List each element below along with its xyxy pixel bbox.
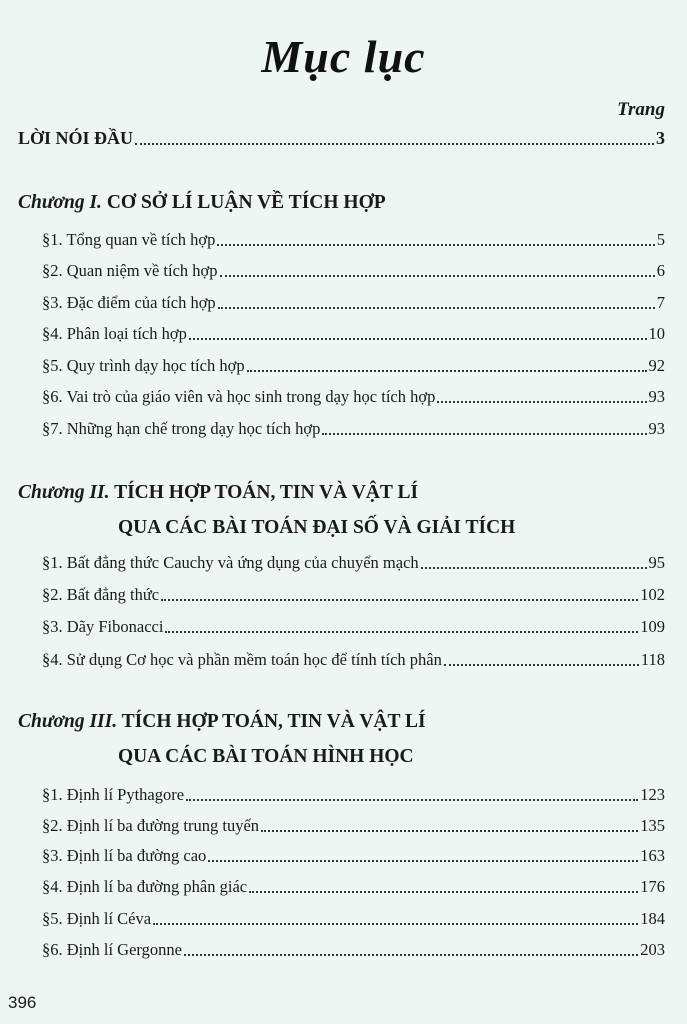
leader-dots: [135, 143, 654, 145]
toc-entry[interactable]: [42, 585, 665, 605]
toc-entry-page: 92: [648, 356, 665, 375]
toc-entry-page: 102: [640, 585, 665, 604]
toc-entry-page: 5: [656, 230, 665, 249]
toc-entry[interactable]: [42, 909, 665, 929]
toc-entry-label: §3. Đặc điểm của tích hợp: [42, 293, 216, 312]
toc-entry-page: 203: [640, 940, 665, 959]
chapter-title: TÍCH HỢP TOÁN, TIN VÀ VẬT LÍ: [121, 711, 426, 732]
leader-dots: [437, 401, 646, 403]
leader-dots: [217, 244, 654, 246]
chapter-heading: [18, 482, 418, 504]
leader-dots: [208, 860, 638, 862]
toc-entry-page: 10: [648, 324, 665, 343]
toc-entry-label: §4. Sử dụng Cơ học và phần mềm toán học để tính tích phân: [42, 650, 442, 669]
toc-entry-page: 93: [648, 419, 665, 438]
chapter-heading: [18, 192, 386, 214]
toc-entry-page: 163: [640, 846, 665, 865]
leader-dots: [444, 664, 639, 666]
toc-entry-label: §1. Định lí Pythagore: [42, 785, 185, 804]
toc-entry[interactable]: [42, 261, 665, 281]
toc-entry-page: 184: [640, 909, 665, 928]
toc-entry-label: §5. Định lí Céva: [42, 909, 152, 928]
leader-dots: [421, 567, 647, 569]
page-number: 396: [8, 993, 37, 1012]
toc-entry-label: §3. Dãy Fibonacci: [42, 617, 164, 636]
toc-entry[interactable]: [42, 846, 665, 866]
toc-entry[interactable]: [42, 553, 665, 573]
toc-entry[interactable]: [42, 419, 665, 439]
leader-dots: [261, 830, 638, 832]
chapter-prefix: Chương II.: [18, 482, 110, 503]
toc-entry[interactable]: [42, 785, 665, 805]
toc-entry-page: 93: [648, 387, 665, 406]
toc-entry[interactable]: [42, 324, 665, 344]
toc-entry[interactable]: [42, 230, 665, 250]
toc-entry-page: 6: [656, 261, 665, 280]
toc-entry-preface[interactable]: [18, 128, 665, 149]
page-column-header: Trang: [617, 99, 665, 120]
chapter-title: TÍCH HỢP TOÁN, TIN VÀ VẬT LÍ: [114, 482, 419, 503]
leader-dots: [189, 338, 647, 340]
toc-entry[interactable]: [42, 356, 665, 376]
leader-dots: [161, 599, 638, 601]
toc-entry-label: §4. Định lí ba đường phân giác: [42, 877, 248, 896]
chapter-title-line2: QUA CÁC BÀI TOÁN HÌNH HỌC: [118, 746, 414, 767]
toc-entry-label: §5. Quy trình dạy học tích hợp: [42, 356, 245, 375]
leader-dots: [165, 631, 638, 633]
toc-entry-page: 123: [640, 785, 665, 804]
toc-entry-label: §1. Tổng quan về tích hợp: [42, 230, 216, 249]
toc-entry-label: §2. Định lí ba đường trung tuyến: [42, 816, 260, 835]
page-title: Mục lục: [261, 31, 426, 82]
toc-entry-page: 176: [640, 877, 665, 896]
leader-dots: [218, 307, 655, 309]
toc-entry[interactable]: [42, 877, 665, 897]
leader-dots: [247, 370, 647, 372]
toc-entry[interactable]: [42, 650, 665, 670]
leader-dots: [184, 954, 638, 956]
toc-entry[interactable]: [42, 816, 665, 836]
toc-entry-page: 118: [640, 650, 665, 669]
toc-entry-label: §6. Định lí Gergonne: [42, 940, 182, 959]
toc-entry-page: 109: [640, 617, 665, 636]
toc-entry-page: 3: [656, 128, 665, 148]
toc-entry-label: LỜI NÓI ĐẦU: [18, 128, 134, 148]
toc-entry-label: §2. Quan niệm về tích hợp: [42, 261, 218, 280]
toc-entry-label: §4. Phân loại tích hợp: [42, 324, 187, 343]
chapter-title: CƠ SỞ LÍ LUẬN VỀ TÍCH HỢP: [106, 192, 386, 213]
toc-entry-page: 7: [656, 293, 665, 312]
toc-entry[interactable]: [42, 940, 665, 960]
toc-entry-page: 135: [640, 816, 665, 835]
toc-entry-label: §1. Bất đẳng thức Cauchy và ứng dụng của chuyển mạch: [42, 553, 419, 572]
toc-entry-label: §7. Những hạn chế trong dạy học tích hợp: [42, 419, 321, 438]
leader-dots: [186, 799, 638, 801]
toc-entry-label: §2. Bất đẳng thức: [42, 585, 160, 604]
chapter-prefix: Chương III.: [18, 711, 118, 732]
toc-entry[interactable]: [42, 617, 665, 637]
leader-dots: [322, 433, 646, 435]
toc-entry-label: §3. Định lí ba đường cao: [42, 846, 207, 865]
chapter-heading: [18, 711, 426, 733]
leader-dots: [249, 891, 638, 893]
chapter-title-line2: QUA CÁC BÀI TOÁN ĐẠI SỐ VÀ GIẢI TÍCH: [118, 517, 516, 538]
leader-dots: [220, 275, 655, 277]
chapter-prefix: Chương I.: [18, 192, 102, 213]
toc-entry[interactable]: [42, 293, 665, 313]
leader-dots: [153, 923, 638, 925]
toc-entry[interactable]: [42, 387, 665, 407]
toc-entry-page: 95: [648, 553, 665, 572]
toc-entry-label: §6. Vai trò của giáo viên và học sinh trong dạy học tích hợp: [42, 387, 436, 406]
